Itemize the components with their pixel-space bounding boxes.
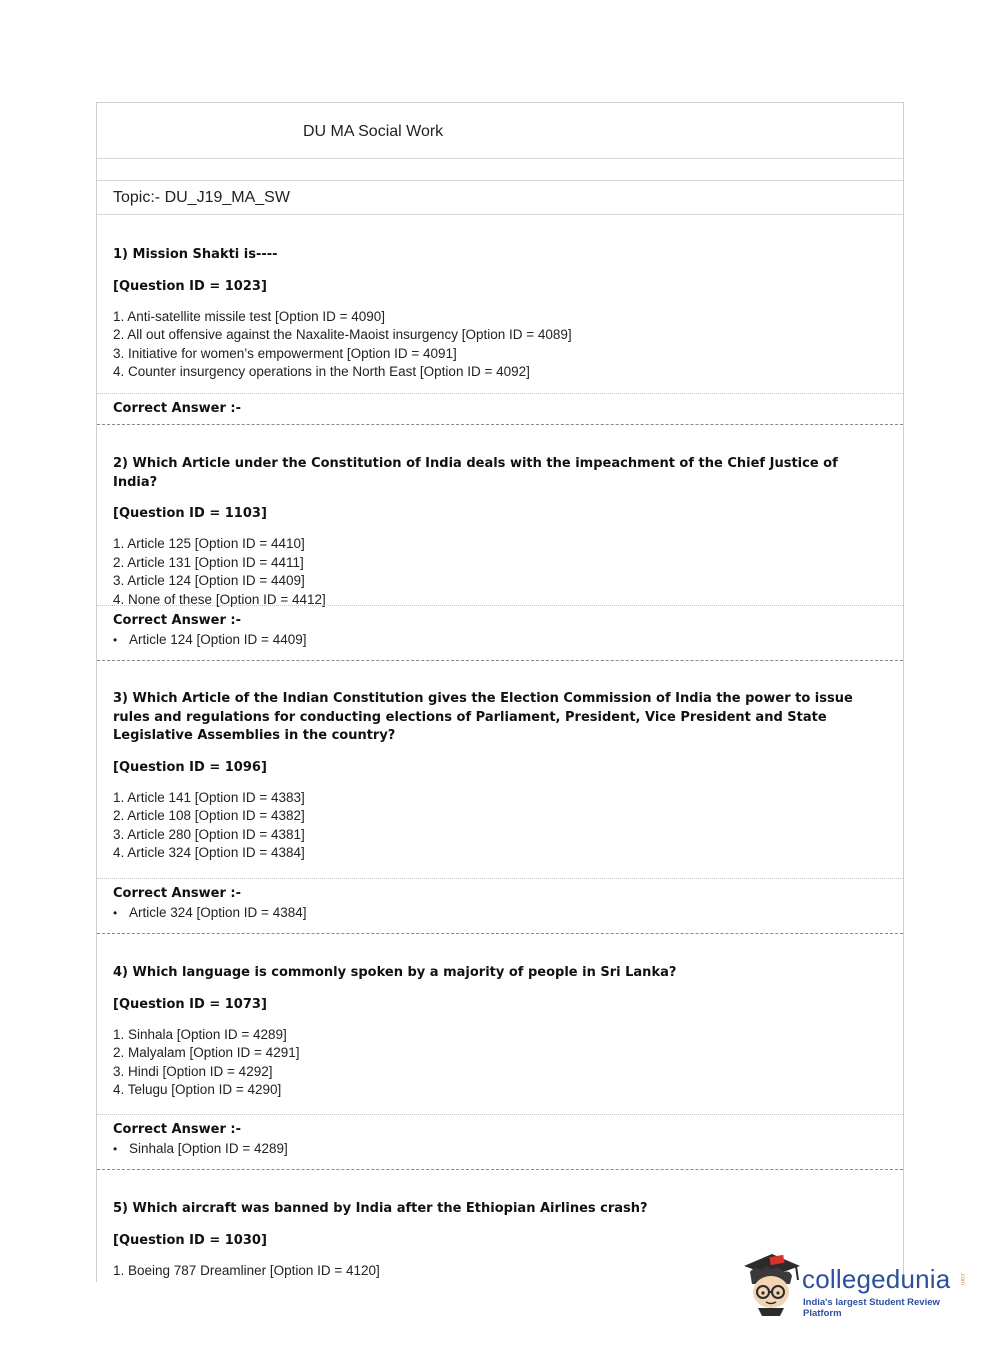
bullet-icon: • <box>113 633 118 647</box>
option-item: 4. Telugu [Option ID = 4290] <box>113 1082 282 1097</box>
option-item: 4. Counter insurgency operations in the North East [Option ID = 4092] <box>113 364 530 379</box>
option-item: 2. Article 108 [Option ID = 4382] <box>113 808 305 823</box>
correct-answer <box>113 905 903 920</box>
answer-label: Correct Answer :- <box>113 1122 241 1137</box>
option-list <box>97 1026 903 1100</box>
question-3 <box>97 661 903 934</box>
correct-answer-text: Article 124 [Option ID = 4409] <box>129 632 307 647</box>
bullet-icon: • <box>113 906 118 920</box>
option-item: 1. Article 125 [Option ID = 4410] <box>113 536 305 551</box>
answer-area <box>97 878 903 920</box>
answer-area <box>97 605 903 647</box>
option-item: 4. None of these [Option ID = 4412] <box>113 591 326 607</box>
topic-label: Topic:- DU_J19_MA_SW <box>113 189 290 206</box>
answer-area <box>97 1114 903 1156</box>
logo-suffix: .com <box>959 1272 965 1286</box>
correct-answer-text: Article 324 [Option ID = 4384] <box>129 905 307 920</box>
option-list <box>97 535 903 609</box>
option-item: 2. Malyalam [Option ID = 4291] <box>113 1045 300 1060</box>
option-item: 1. Boeing 787 Dreamliner [Option ID = 4120] <box>113 1262 380 1278</box>
logo-tagline: India's largest Student Review Platform <box>803 1297 940 1319</box>
correct-answer <box>113 632 903 647</box>
bullet-icon: • <box>113 1142 118 1156</box>
question-id: [Question ID = 1073] <box>113 996 267 1012</box>
answer-area <box>97 393 903 425</box>
question-text: 4) Which language is commonly spoken by a majority of people in Sri Lanka? <box>113 965 677 980</box>
option-list <box>97 308 903 382</box>
question-id: [Question ID = 1030] <box>113 1232 267 1248</box>
logo-brand: collegedunia <box>802 1264 951 1294</box>
answer-label: Correct Answer :- <box>113 613 241 628</box>
option-item: 3. Initiative for women’s empowerment [Option ID = 4091] <box>113 345 457 361</box>
question-text: 1) Mission Shakti is---- <box>113 247 278 262</box>
paper-title: DU MA Social Work <box>303 123 444 140</box>
option-item: 3. Article 280 [Option ID = 4381] <box>113 826 305 842</box>
option-item: 1. Article 141 [Option ID = 4383] <box>113 789 305 805</box>
correct-answer-text: Sinhala [Option ID = 4289] <box>129 1141 288 1156</box>
option-item: 3. Article 124 [Option ID = 4409] <box>113 573 305 588</box>
topic-row <box>97 181 903 215</box>
option-item: 2. All out offensive against the Naxalite-Maoist insurgency [Option ID = 4089] <box>113 327 572 342</box>
option-item: 2. Article 131 [Option ID = 4411] <box>113 554 304 570</box>
question-id: [Question ID = 1023] <box>113 278 267 294</box>
question-4 <box>97 934 903 1170</box>
answer-label: Correct Answer :- <box>113 401 241 416</box>
question-text: 3) Which Article of the Indian Constitution gives the Election Commission of India the power to issue rules and regulations for conducting elections of Parliament, President, Vice President and State Legislative Assemblies in the country? <box>113 691 853 743</box>
option-item: 4. Article 324 [Option ID = 4384] <box>113 845 305 860</box>
option-list <box>97 789 903 863</box>
spacer-row <box>97 159 903 181</box>
option-item: 1. Sinhala [Option ID = 4289] <box>113 1026 287 1042</box>
question-text: 2) Which Article under the Constitution of India deals with the impeachment of the Chief Justice of India? <box>113 456 838 490</box>
question-id: [Question ID = 1103] <box>113 506 267 521</box>
question-id: [Question ID = 1096] <box>113 759 267 775</box>
question-text: 5) Which aircraft was banned by India after the Ethiopian Airlines crash? <box>113 1201 648 1216</box>
mascot-icon <box>740 1250 804 1320</box>
option-item: 3. Hindi [Option ID = 4292] <box>113 1063 273 1079</box>
question-2 <box>97 425 903 661</box>
question-paper <box>96 102 904 1282</box>
option-item: 1. Anti-satellite missile test [Option ID = 4090] <box>113 308 386 324</box>
question-1 <box>97 215 903 425</box>
collegedunia-logo <box>740 1250 970 1320</box>
title-row <box>97 103 903 159</box>
correct-answer <box>113 1141 903 1156</box>
answer-label: Correct Answer :- <box>113 886 241 901</box>
